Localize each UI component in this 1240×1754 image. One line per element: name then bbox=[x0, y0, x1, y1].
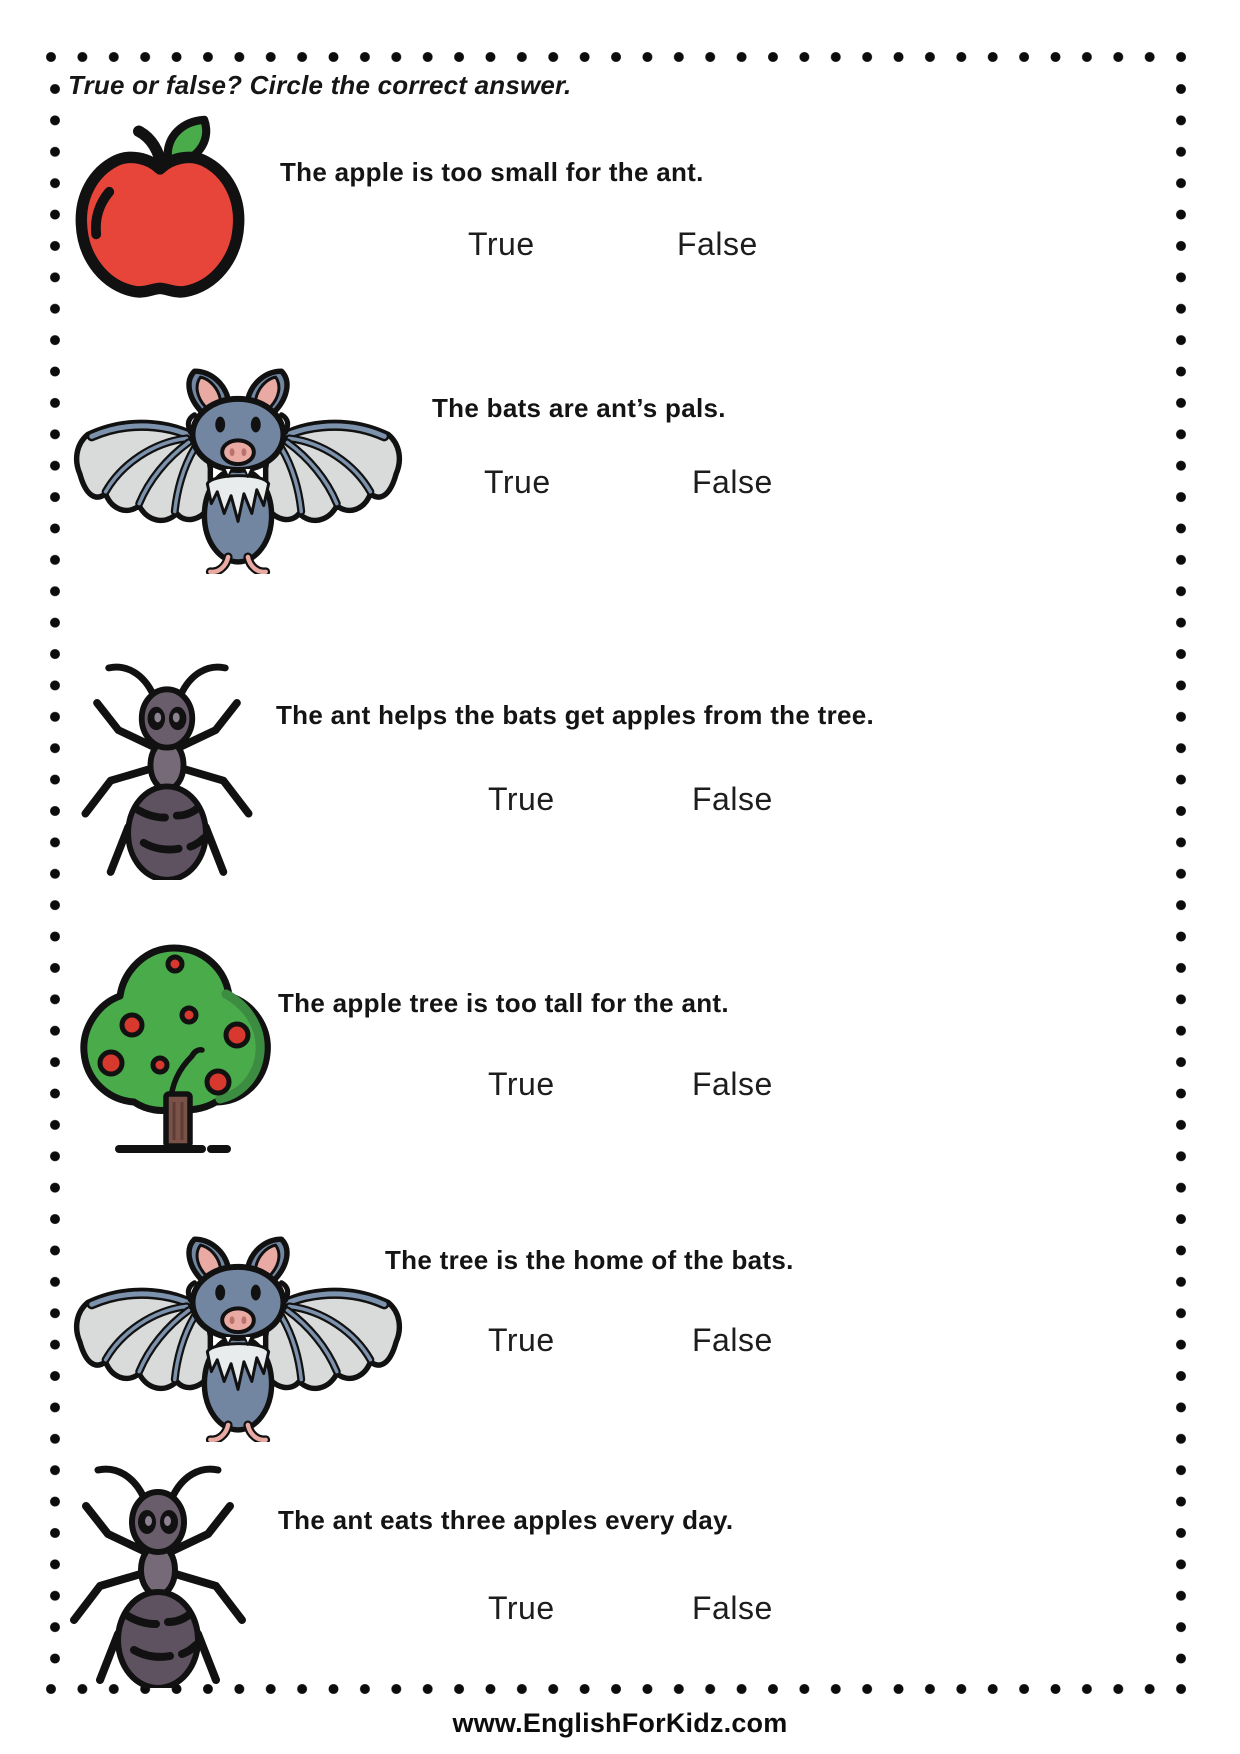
bat-image bbox=[70, 368, 406, 574]
question-1-option-false[interactable]: False bbox=[677, 226, 758, 262]
question-3-option-false[interactable]: False bbox=[692, 781, 773, 817]
ant-image bbox=[52, 1458, 264, 1688]
question-6-text: The ant eats three apples every day. bbox=[278, 1505, 734, 1535]
dotted-border-top bbox=[46, 52, 1192, 62]
question-3-option-true[interactable]: True bbox=[488, 781, 555, 817]
instruction-text: True or false? Circle the correct answer. bbox=[68, 70, 572, 100]
question-4-option-true[interactable]: True bbox=[488, 1066, 555, 1102]
question-2-option-false[interactable]: False bbox=[692, 464, 773, 500]
apple-image bbox=[70, 114, 250, 304]
question-4-text: The apple tree is too tall for the ant. bbox=[278, 988, 729, 1018]
question-5-option-false[interactable]: False bbox=[692, 1322, 773, 1358]
website-footer: www.EnglishForKidz.com bbox=[452, 1708, 788, 1738]
question-5-option-true[interactable]: True bbox=[488, 1322, 555, 1358]
ant-image bbox=[64, 656, 270, 880]
dotted-border-right bbox=[1176, 84, 1186, 1684]
question-2-text: The bats are ant’s pals. bbox=[432, 393, 726, 423]
question-6-option-true[interactable]: True bbox=[488, 1590, 555, 1626]
question-1-text: The apple is too small for the ant. bbox=[280, 157, 704, 187]
question-5-text: The tree is the home of the bats. bbox=[385, 1245, 794, 1275]
question-4-option-false[interactable]: False bbox=[692, 1066, 773, 1102]
question-3-text: The ant helps the bats get apples from the tree. bbox=[276, 700, 875, 730]
question-2-option-true[interactable]: True bbox=[484, 464, 551, 500]
bat-image bbox=[70, 1236, 406, 1442]
dotted-border-left bbox=[50, 84, 60, 1684]
question-6-option-false[interactable]: False bbox=[692, 1590, 773, 1626]
question-1-option-true[interactable]: True bbox=[468, 226, 535, 262]
apple-tree-image bbox=[74, 936, 274, 1158]
